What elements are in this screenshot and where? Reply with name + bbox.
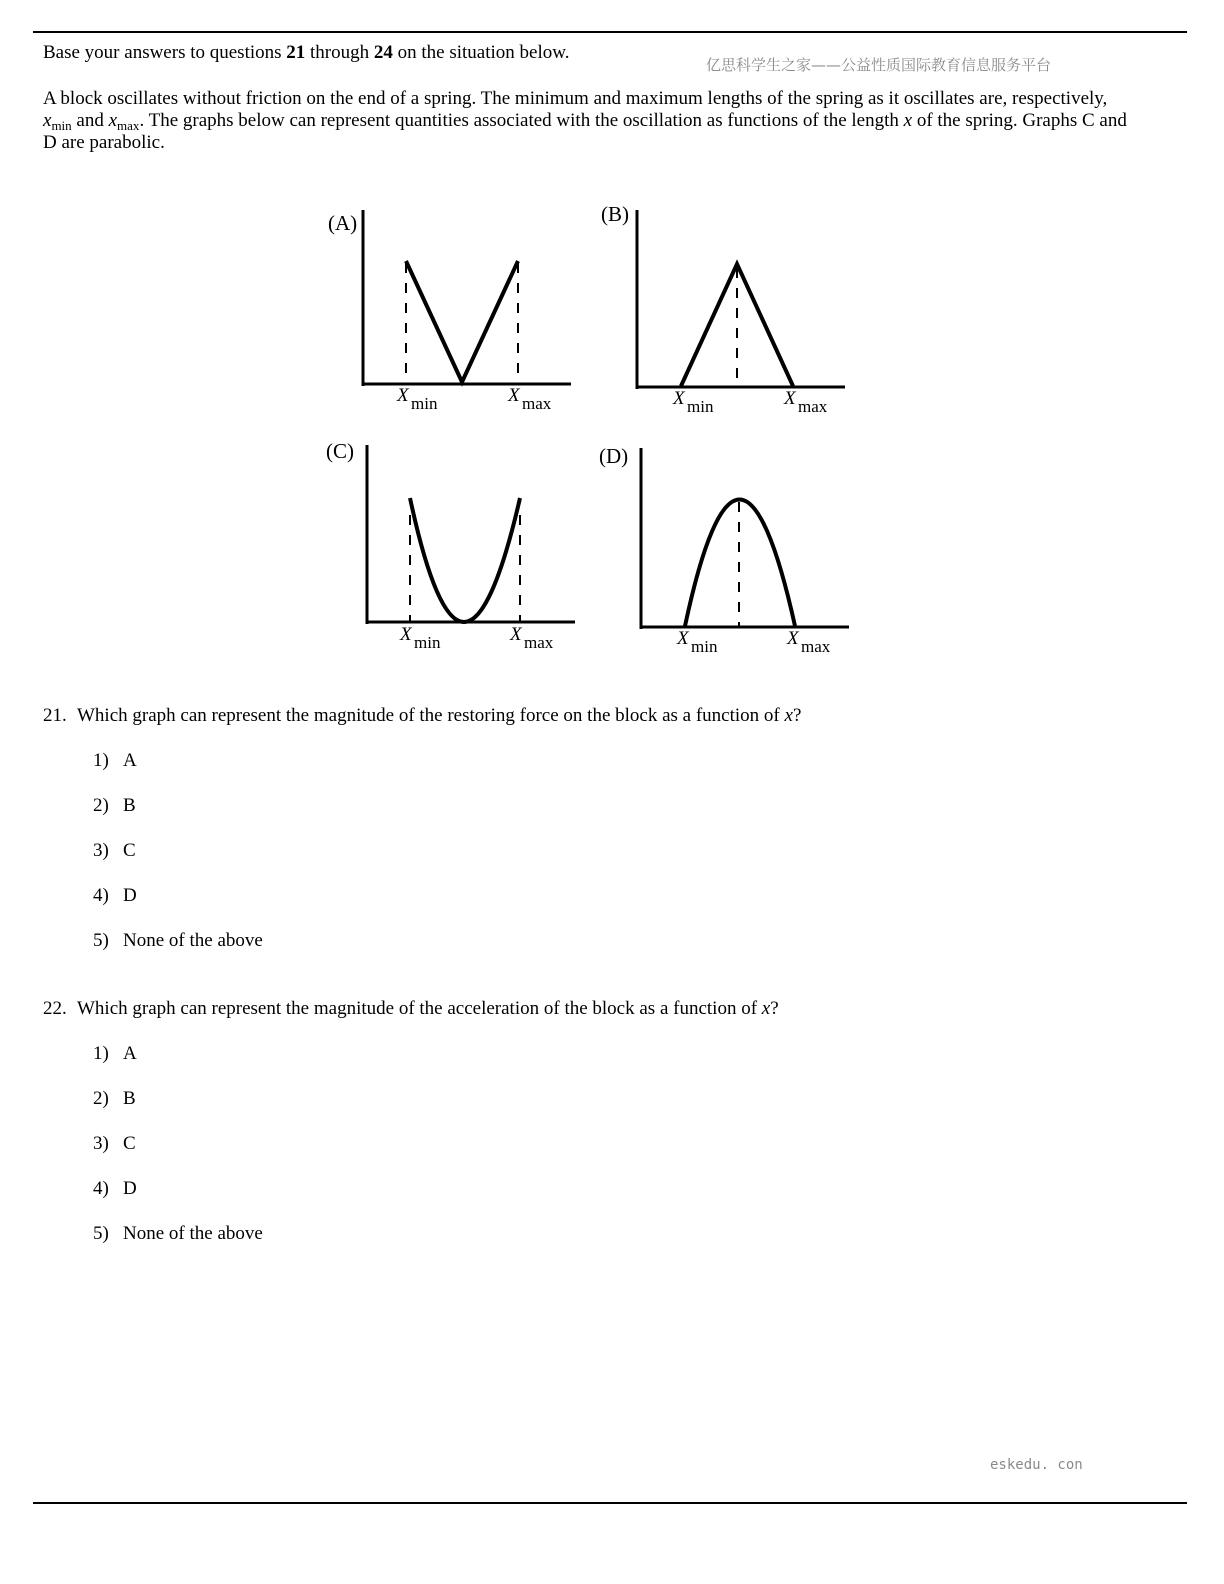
graph-c-xmax-sub: max [524,633,554,652]
choice-number: 5) [93,930,109,951]
graph-a [328,210,571,413]
xmin-sub: min [51,118,72,133]
graph-a-xmin-x: X [397,385,409,406]
choice-number: 1) [93,1043,109,1064]
question-21 [43,705,801,727]
choice-label: C [123,1133,136,1154]
q22-choice-2[interactable] [93,1088,136,1110]
choice-label: None of the above [123,1223,263,1244]
graph-d-xmin-sub: min [691,637,718,656]
question-var: x [761,998,771,1019]
question-var: x [784,705,793,726]
choice-label: C [123,840,136,861]
top-rule [33,31,1187,33]
q22-choice-3[interactable] [93,1133,136,1155]
intro-q-start: 21 [286,42,306,63]
q21-choice-4[interactable] [93,885,137,907]
choice-label: A [123,750,137,771]
question-text: Which graph can represent the magnitude of the acceleration of the block as a function of [77,998,762,1019]
question-text: Which graph can represent the magnitude of the restoring force on the block as a function of [77,705,785,726]
question-number: 21. [43,705,67,726]
graph-d-xmax-x: X [787,628,799,649]
question-end: ? [792,705,802,726]
graph-c-xmin-x: X [400,624,412,645]
graph-b-xmin-sub: min [687,397,714,416]
graph-b-xmax-x: X [784,388,796,409]
question-22 [43,998,779,1020]
q22-choice-4[interactable] [93,1178,137,1200]
graph-d-label: (D) [599,444,629,468]
q22-choice-5[interactable] [93,1223,263,1245]
choice-number: 4) [93,1178,109,1199]
situation-line-2b: of the spring. Graphs C and [912,110,1127,131]
situation-paragraph [43,88,1183,154]
graph-b-xmin-x: X [673,388,685,409]
question-end: ? [770,998,779,1019]
choice-number: 4) [93,885,109,906]
intro-after: on the situation below. [392,42,570,63]
bottom-rule [33,1502,1187,1504]
graph-b [601,202,845,416]
choice-number: 3) [93,1133,109,1154]
situation-line-1: A block oscillates without friction on the end of a spring. The minimum and maximum lengths of the spring as it oscillates are, respectively, [43,88,1108,109]
choice-label: A [123,1043,137,1064]
choice-number: 2) [93,795,109,816]
graph-d [599,444,849,656]
choice-number: 2) [93,1088,109,1109]
choice-label: D [123,1178,137,1199]
graph-d-xmin-x: X [677,628,689,649]
graph-c-curve [410,498,520,622]
graph-c [326,439,575,652]
situation-line-2a: . The graphs below can represent quantities associated with the oscillation as functions of the length [139,110,904,131]
intro-line [43,42,570,64]
xmax-sub: max [117,118,140,133]
q21-choice-5[interactable] [93,930,263,952]
watermark-text: 亿思科学生之家——公益性质国际教育信息服务平台 [706,56,1052,74]
graph-b-xmax-sub: max [798,397,828,416]
intro-middle: through [305,42,374,63]
xmax-var: x [108,110,118,131]
footer-watermark: eskedu. con [990,1457,1083,1473]
graph-a-xmax-sub: max [522,394,552,413]
xmin-var: x [43,110,52,131]
graph-d-curve [685,500,795,627]
q21-choice-1[interactable] [93,750,137,772]
graph-a-label: (A) [328,211,358,235]
intro-q-end: 24 [373,42,393,63]
graph-a-curve [406,261,518,382]
q21-choice-3[interactable] [93,840,136,862]
choice-label: D [123,885,137,906]
graph-d-xmax-sub: max [801,637,831,656]
graph-a-xmax-x: X [508,385,520,406]
q21-choice-2[interactable] [93,795,136,817]
q22-choice-1[interactable] [93,1043,137,1065]
choice-label: B [123,795,136,816]
choice-number: 3) [93,840,109,861]
and-word: and [71,110,109,131]
graph-c-label: (C) [326,439,354,463]
situation-line-2 [43,110,1183,132]
choice-label: None of the above [123,930,263,951]
graph-b-curve [681,264,793,386]
question-number: 22. [43,998,67,1019]
graph-c-xmax-x: X [510,624,522,645]
choice-number: 1) [93,750,109,771]
graph-c-xmin-sub: min [414,633,441,652]
choice-number: 5) [93,1223,109,1244]
situation-line-3: D are parabolic. [43,132,165,153]
graph-a-xmin-sub: min [411,394,438,413]
length-var: x [903,110,913,131]
intro-before: Base your answers to questions [43,42,287,63]
choice-label: B [123,1088,136,1109]
graph-b-label: (B) [601,202,629,226]
